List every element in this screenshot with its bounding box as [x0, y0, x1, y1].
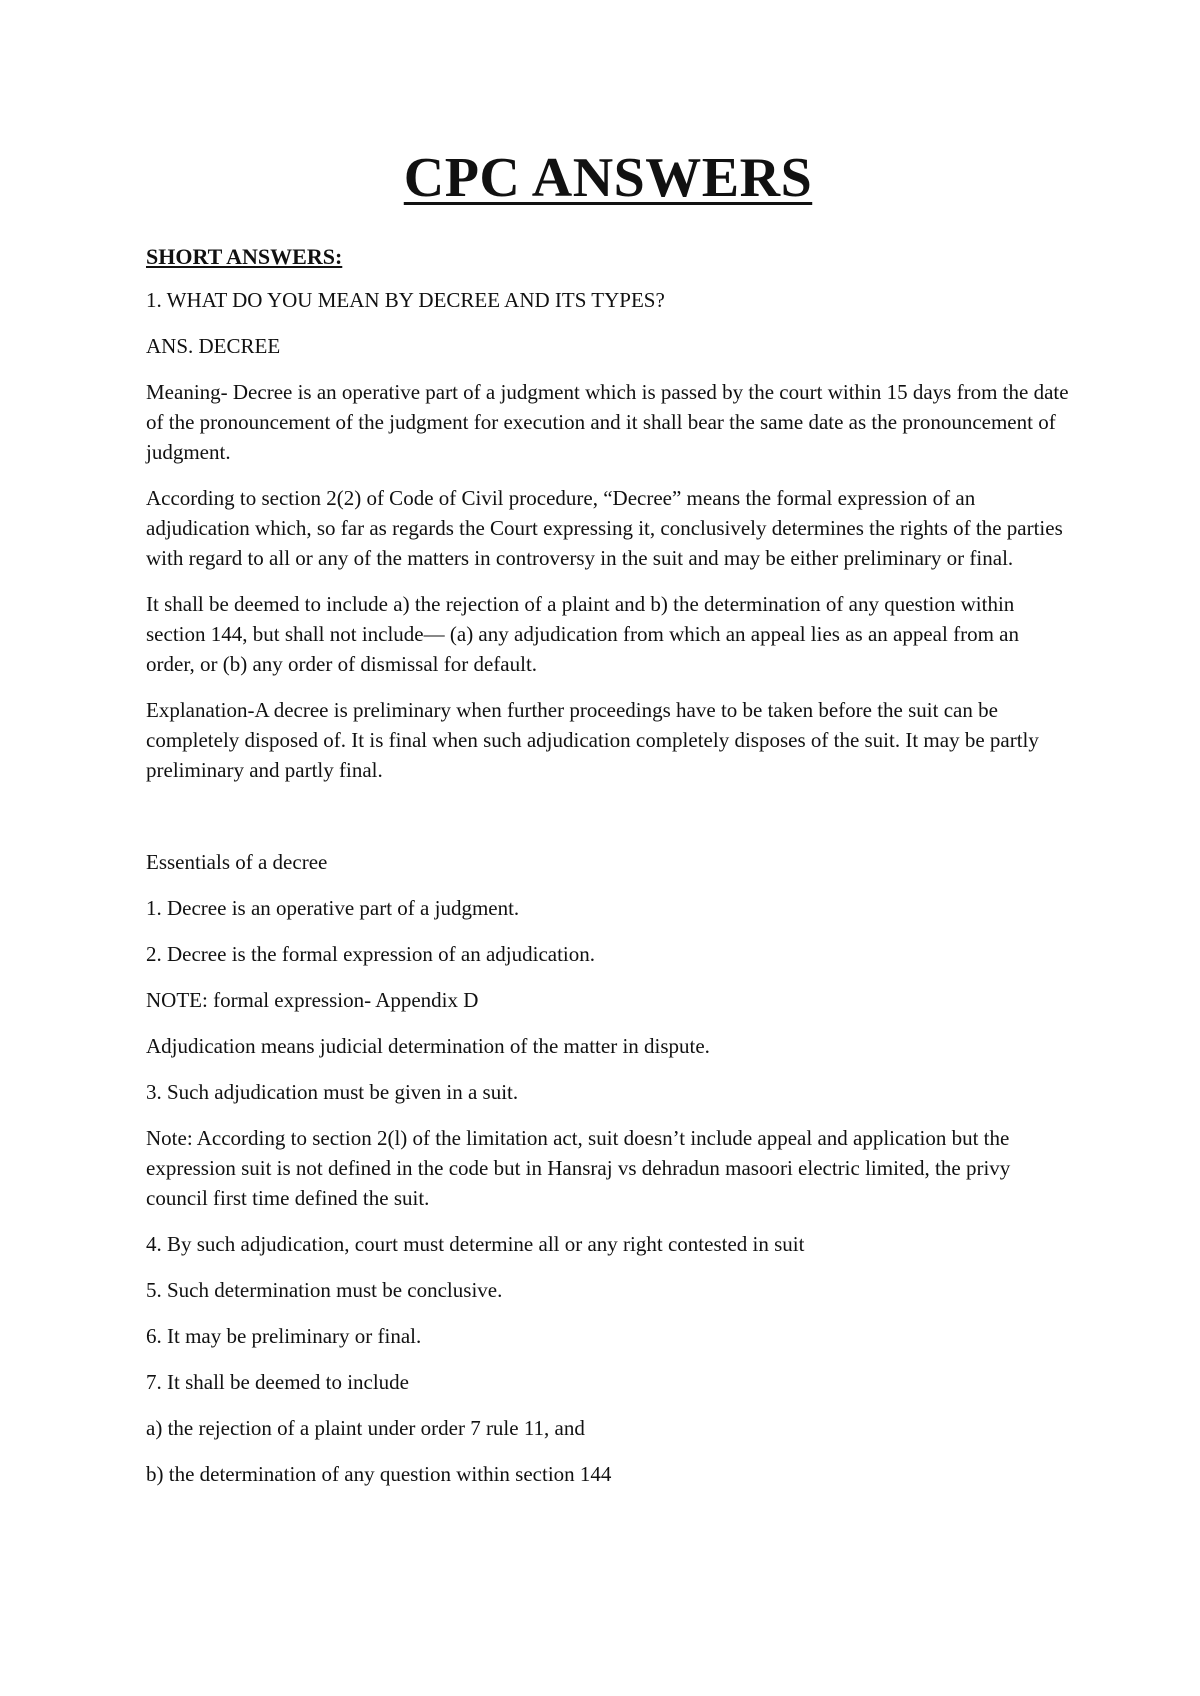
- section-heading-short-answers: SHORT ANSWERS:: [146, 243, 343, 269]
- essential-item-4: 4. By such adjudication, court must determine all or any right contested in suit: [146, 1232, 805, 1257]
- adjudication-definition: Adjudication means judicial determination of the matter in dispute.: [146, 1034, 710, 1059]
- spacer: [146, 801, 1070, 847]
- answer-label: ANS. DECREE: [146, 334, 281, 359]
- paragraph-meaning: Meaning- Decree is an operative part of a judgment which is passed by the court within 15 days from the date of the pronouncement of the judgment for execution and it shall bear the same date as the pronouncement of judgment.: [146, 380, 1069, 465]
- paragraph-inclusions: It shall be deemed to include a) the rejection of a plaint and b) the determination of any question within section 144, but shall not include— (a) any adjudication from which an appeal lies as an appeal from an order, or (b) any order of dismissal for default.: [146, 592, 1019, 677]
- question-1: 1. WHAT DO YOU MEAN BY DECREE AND ITS TYPES?: [146, 288, 665, 313]
- essential-item-1: 1. Decree is an operative part of a judgment.: [146, 896, 520, 921]
- essential-item-7a: a) the rejection of a plaint under order 7 rule 11, and: [146, 1416, 585, 1441]
- essential-item-6: 6. It may be preliminary or final.: [146, 1324, 422, 1349]
- paragraph-explanation: Explanation-A decree is preliminary when further proceedings have to be taken before the suit can be completely disposed of. It is final when such adjudication completely disposes of the suit. It may be partly preliminary and partly final.: [146, 698, 1039, 783]
- essential-item-5: 5. Such determination must be conclusive.: [146, 1278, 503, 1303]
- essential-item-7b: b) the determination of any question within section 144: [146, 1462, 612, 1487]
- paragraph-definition: According to section 2(2) of Code of Civil procedure, “Decree” means the formal expression of an adjudication which, so far as regards the Court expressing it, conclusively determines the rights of the parties with regard to all or any of the matters in controversy in the suit and may be either preliminary or final.: [146, 486, 1063, 571]
- essentials-heading: Essentials of a decree: [146, 850, 328, 875]
- note-limitation-act: Note: According to section 2(l) of the limitation act, suit doesn’t include appeal and application but the expression suit is not defined in the code but in Hansraj vs dehradun masoori electric limited, the privy council first time defined the suit.: [146, 1126, 1011, 1211]
- essential-item-3: 3. Such adjudication must be given in a suit.: [146, 1080, 519, 1105]
- document-title: CPC ANSWERS: [403, 147, 813, 209]
- essential-item-2: 2. Decree is the formal expression of an adjudication.: [146, 942, 596, 967]
- note-formal-expression: NOTE: formal expression- Appendix D: [146, 988, 479, 1013]
- essential-item-7: 7. It shall be deemed to include: [146, 1370, 410, 1395]
